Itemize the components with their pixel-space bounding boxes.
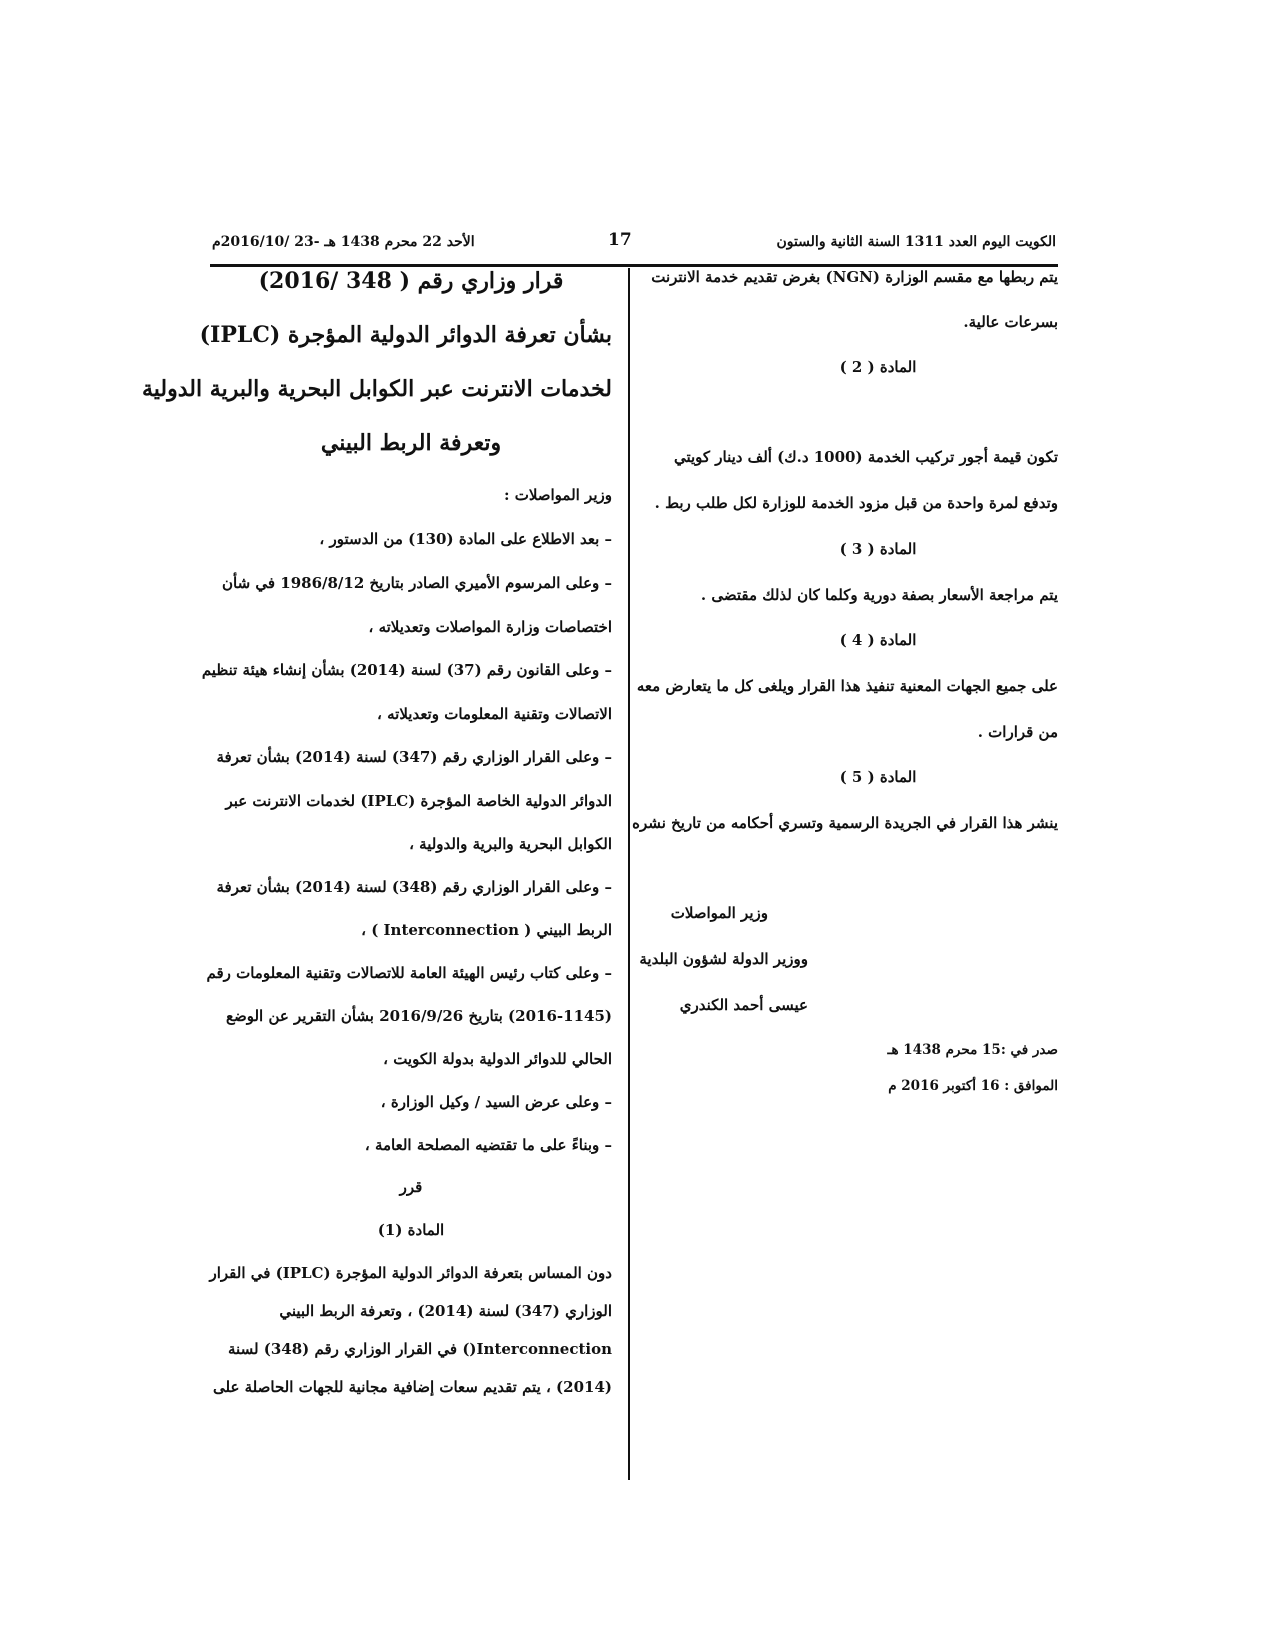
preamble-line: – وعلى كتاب رئيس الهيئة العامة للاتصالات وتقنية المعلومات رقم bbox=[206, 964, 612, 982]
signature-name: عيسى أحمد الكندري bbox=[679, 996, 808, 1014]
paragraph-line: وتدفع لمرة واحدة من قبل مزود الخدمة للوزارة لكل طلب ربط . bbox=[654, 494, 1058, 512]
preamble-line: – وعلى المرسوم الأميري الصادر بتاريخ 1986/8/12 في شأن bbox=[221, 574, 612, 592]
decree-subtitle: بشأن تعرفة الدوائر الدولية المؤجرة (IPLC) bbox=[199, 322, 612, 348]
header-rule bbox=[210, 264, 1058, 267]
preamble-line: الدوائر الدولية الخاصة المؤجرة (IPLC) لخدمات الانترنت عبر bbox=[225, 792, 612, 810]
decree-title: قرار وزاري رقم ( 348 /2016) bbox=[258, 268, 564, 294]
paragraph-line: يتم مراجعة الأسعار بصفة دورية وكلما كان لذلك مقتضى . bbox=[700, 586, 1058, 604]
decree-subtitle: لخدمات الانترنت عبر الكوابل البحرية والبرية الدولية bbox=[142, 376, 612, 402]
article-heading: المادة ( 5 ) bbox=[839, 768, 917, 786]
article-line: دون المساس بتعرفة الدوائر الدولية المؤجرة (IPLC) في القرار bbox=[209, 1264, 612, 1282]
header-date: الأحد 22 محرم 1438 هـ -23 /2016/10م bbox=[212, 234, 475, 250]
column-divider bbox=[628, 268, 630, 1480]
preamble-line: اختصاصات وزارة المواصلات وتعديلاته ، bbox=[368, 618, 612, 636]
paragraph-line: على جميع الجهات المعنية تنفيذ هذا القرار ويلغى كل ما يتعارض معه bbox=[636, 677, 1058, 695]
page-number: 17 bbox=[608, 230, 632, 250]
preamble-line: (2016-1145) بتاريخ 2016/9/26 بشأن التقرير عن الوضع bbox=[226, 1007, 612, 1025]
preamble-line: – بعد الاطلاع على المادة (130) من الدستور ، bbox=[319, 530, 612, 548]
preamble-line: الحالي للدوائر الدولية بدولة الكويت ، bbox=[383, 1050, 612, 1068]
minister-heading: وزير المواصلات : bbox=[503, 486, 612, 504]
preamble-line: – وعلى القرار الوزاري رقم (348) لسنة (2014) بشأن تعرفة bbox=[216, 878, 612, 896]
decree-subtitle: وتعرفة الربط البيني bbox=[320, 430, 502, 456]
preamble-line: – وبناءً على ما تقتضيه المصلحة العامة ، bbox=[364, 1136, 612, 1154]
paragraph-line: بسرعات عالية. bbox=[963, 313, 1058, 331]
article-heading: المادة (1) bbox=[377, 1221, 445, 1239]
corresponding-date: الموافق : 16 أكتوبر 2016 م bbox=[888, 1078, 1058, 1094]
preamble-line: الربط البيني ( Interconnection ) ، bbox=[361, 921, 612, 939]
issued-date: صدر في :15 محرم 1438 هـ bbox=[887, 1042, 1058, 1058]
article-line: (2014) ، يتم تقديم سعات إضافية مجانية للجهات الحاصلة على bbox=[213, 1378, 612, 1396]
header-newspaper-issue: الكويت اليوم العدد 1311 السنة الثانية والستون bbox=[776, 234, 1056, 250]
preamble-line: – وعلى القرار الوزاري رقم (347) لسنة (2014) بشأن تعرفة bbox=[216, 748, 612, 766]
article-line: الوزاري (347) لسنة (2014) ، وتعرفة الربط البيني bbox=[279, 1302, 612, 1320]
page-header bbox=[210, 230, 1058, 260]
article-heading: المادة ( 4 ) bbox=[839, 631, 917, 649]
article-line: Interconnection() في القرار الوزاري رقم (348) لسنة bbox=[228, 1340, 612, 1358]
preamble-line: الاتصالات وتقنية المعلومات وتعديلاته ، bbox=[377, 705, 612, 723]
preamble-line: الكوابل البحرية والبرية والدولية ، bbox=[409, 835, 612, 853]
signature-title: وزير المواصلات bbox=[670, 904, 768, 922]
article-heading: المادة ( 2 ) bbox=[839, 358, 917, 376]
preamble-line: – وعلى القانون رقم (37) لسنة (2014) بشأن إنشاء هيئة تنظيم bbox=[201, 661, 612, 679]
signature-title: ووزير الدولة لشؤون البلدية bbox=[639, 950, 808, 968]
paragraph-line: يتم ربطها مع مقسم الوزارة (NGN) بغرض تقديم خدمة الانترنت bbox=[651, 268, 1058, 286]
preamble-line: – وعلى عرض السيد / وكيل الوزارة ، bbox=[380, 1093, 612, 1111]
paragraph-line: ينشر هذا القرار في الجريدة الرسمية وتسري أحكامه من تاريخ نشره bbox=[632, 814, 1058, 832]
article-heading: المادة ( 3 ) bbox=[839, 540, 917, 558]
paragraph-line: تكون قيمة أجور تركيب الخدمة (1000 د.ك) ألف دينار كويتي bbox=[673, 448, 1058, 466]
decided-heading: قرر bbox=[399, 1178, 423, 1196]
paragraph-line: من قرارات . bbox=[977, 723, 1058, 741]
